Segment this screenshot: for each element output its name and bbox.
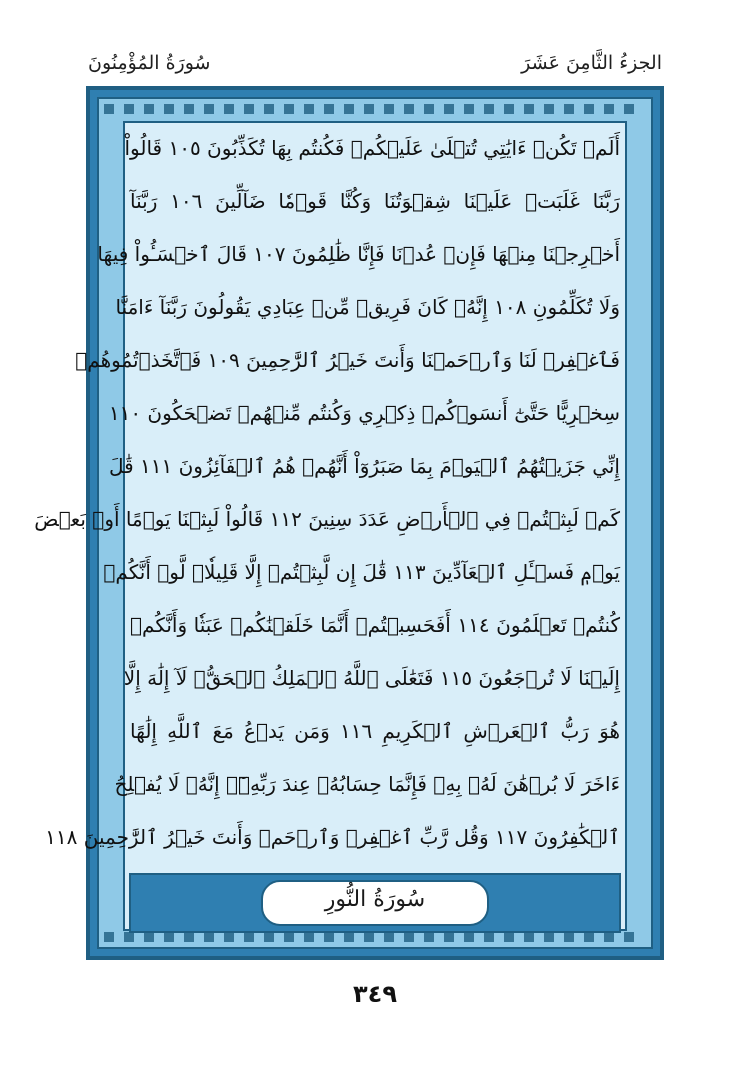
next-surah-banner xyxy=(130,874,620,932)
verse-line: رَبَّنَا غَلَبَتۡ عَلَيۡنَا شِقۡوَتُنَا وَكُنَّا قَوۡمٗا ضَآلِّينَ ١٠٦ رَبَّنَآ xyxy=(130,189,620,213)
verse-panel xyxy=(34,128,620,864)
verse-line: إِنِّي جَزَيۡتُهُمُ ٱلۡيَوۡمَ بِمَا صَبَرُوٓاْ أَنَّهُمۡ هُمُ ٱلۡفَآئِزُونَ ١١١ قَٰلَ xyxy=(108,454,620,478)
verse-line: يَوۡمٖ فَسۡـَٔلِ ٱلۡعَآدِّينَ ١١٣ قَٰلَ إِن لَّبِثۡتُمۡ إِلَّا قَلِيلٗاۖ لَّوۡ أَنَّكُمۡ xyxy=(103,560,620,584)
verse-line: ٱلۡكَٰفِرُونَ ١١٧ وَقُل رَّبِّ ٱغۡفِرۡ وَٱرۡحَمۡ وَأَنتَ خَيۡرُ ٱلرَّٰحِمِينَ ١١٨ xyxy=(45,825,620,849)
verse-line: هُوَ رَبُّ ٱلۡعَرۡشِ ٱلۡكَرِيمِ ١١٦ وَمَن يَدۡعُ مَعَ ٱللَّهِ إِلَٰهًا xyxy=(130,719,620,743)
verse-line: إِلَيۡنَا لَا تُرۡجَعُونَ ١١٥ فَتَعَٰلَى ٱللَّهُ ٱلۡمَلِكُ ٱلۡحَقُّۖ لَآ إِلَٰهَ إِلَّا xyxy=(123,666,620,690)
verse-line: ءَاخَرَ لَا بُرۡهَٰنَ لَهُۥ بِهِۦ فَإِنَّمَا حِسَابُهُۥ عِندَ رَبِّهِۦٓۚ إِنَّهُۥ لَا يُفۡلِحُ xyxy=(114,772,620,796)
verse-line: سِخۡرِيًّا حَتَّىٰٓ أَنسَوۡكُمۡ ذِكۡرِي وَكُنتُم مِّنۡهُمۡ تَضۡحَكُونَ ١١٠ xyxy=(108,401,620,425)
surah-title: سُورَةُ المُؤْمِنُونَ xyxy=(88,52,211,74)
verse-line: أَلَمۡ تَكُنۡ ءَايَٰتِي تُتۡلَىٰ عَلَيۡكُمۡ فَكُنتُم بِهَا تُكَذِّبُونَ ١٠٥ قَالُواْ xyxy=(124,136,620,160)
verse-line: كُنتُمۡ تَعۡلَمُونَ ١١٤ أَفَحَسِبۡتُمۡ أَنَّمَا خَلَقۡنَٰكُمۡ عَبَثٗا وَأَنَّكُمۡ xyxy=(130,613,620,637)
page-header xyxy=(88,52,662,82)
verse-line: أَخۡرِجۡنَا مِنۡهَا فَإِنۡ عُدۡنَا فَإِنَّا ظَٰلِمُونَ ١٠٧ قَالَ ٱخۡسَـُٔواْ فِيهَا xyxy=(97,242,620,266)
verse-line: فَٱغۡفِرۡ لَنَا وَٱرۡحَمۡنَا وَأَنتَ خَيۡرُ ٱلرَّٰحِمِينَ ١٠٩ فَٱتَّخَذۡتُمُوهُمۡ xyxy=(75,348,620,372)
juz-title: الجزءُ الثَّامِنَ عَشَرَ xyxy=(521,52,662,74)
page-number: ٣٤٩ xyxy=(353,980,397,1008)
verse-line: كَمۡ لَبِثۡتُمۡ فِي ٱلۡأَرۡضِ عَدَدَ سِنِينَ ١١٢ قَالُواْ لَبِثۡنَا يَوۡمًا أَوۡ بَعۡضَ xyxy=(34,507,620,531)
verse-line: وَلَا تُكَلِّمُونِ ١٠٨ إِنَّهُۥ كَانَ فَرِيقٞ مِّنۡ عِبَادِي يَقُولُونَ رَبَّنَآ ءَامَنَّا xyxy=(115,295,620,319)
next-surah-title: سُورَةُ النُّورِ xyxy=(324,887,426,912)
